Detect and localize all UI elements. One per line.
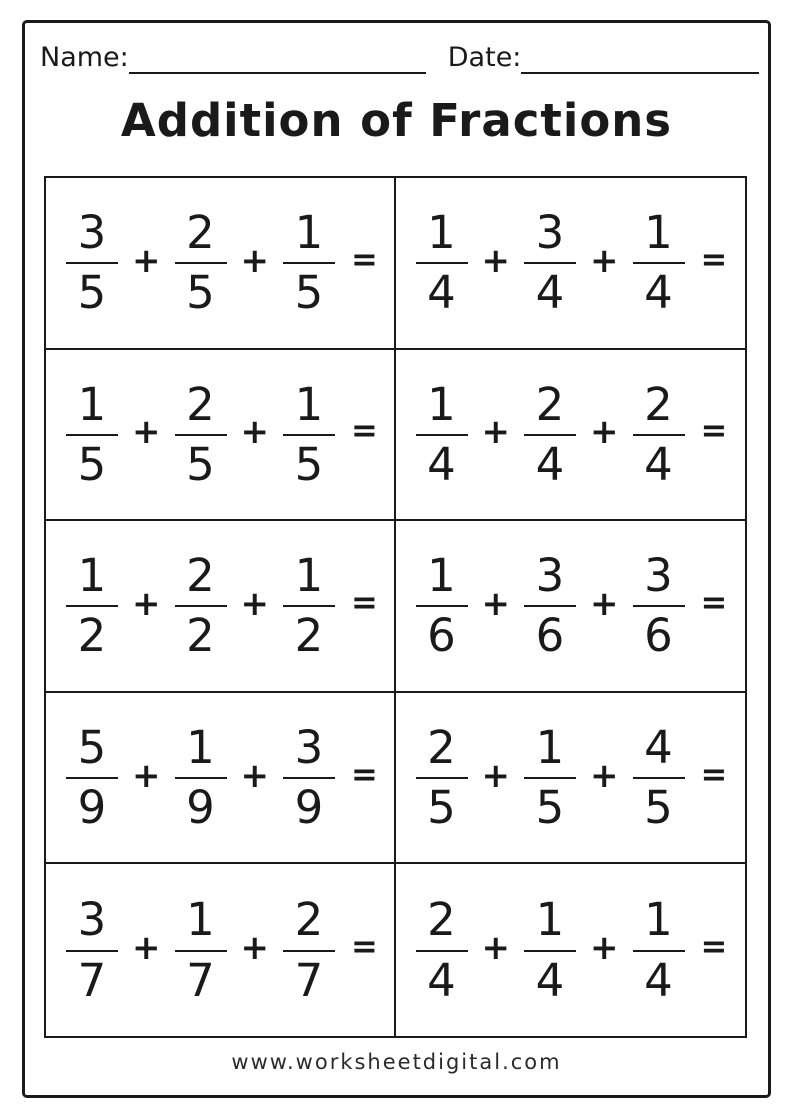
problem-cell	[46, 693, 396, 865]
fraction-expression	[63, 206, 378, 320]
fraction-numerator: 2	[427, 720, 456, 774]
fraction-numerator: 1	[535, 720, 565, 774]
fraction-denominator: 5	[644, 781, 673, 835]
fraction	[280, 720, 338, 835]
fraction-denominator: 5	[77, 437, 107, 491]
fraction-numerator: 1	[186, 893, 215, 947]
problem-cell	[46, 521, 396, 693]
fraction-denominator: 6	[644, 609, 673, 663]
fraction-denominator: 5	[294, 437, 324, 491]
fraction-numerator: 1	[427, 206, 456, 260]
problem-cell	[396, 693, 746, 865]
fraction-numerator: 3	[77, 893, 107, 947]
fraction-bar	[416, 262, 468, 264]
fraction-denominator: 5	[77, 266, 107, 320]
fraction-expression	[413, 549, 728, 663]
fraction-denominator: 2	[77, 609, 107, 663]
fraction-expression	[413, 377, 728, 491]
fraction-bar	[633, 262, 685, 264]
fraction	[630, 377, 688, 491]
fraction-bar	[175, 777, 227, 779]
fraction	[521, 377, 579, 491]
fraction-denominator: 5	[186, 266, 215, 320]
fraction	[172, 549, 230, 663]
plus-operator: +	[481, 412, 510, 453]
equals-sign: =	[700, 754, 728, 793]
fraction-denominator: 7	[294, 953, 324, 1007]
fraction-numerator: 1	[77, 549, 107, 603]
fraction-denominator: 2	[186, 609, 215, 663]
fraction-bar	[66, 605, 118, 607]
plus-operator: +	[132, 928, 161, 969]
fraction-numerator: 3	[644, 549, 673, 603]
fraction	[630, 206, 688, 320]
footer-url: www.worksheetdigital.com	[231, 1050, 562, 1074]
fraction-expression	[63, 720, 378, 835]
name-label: Name:	[40, 42, 129, 73]
fraction-bar	[283, 605, 335, 607]
fraction-numerator: 1	[535, 893, 565, 947]
plus-operator: +	[590, 583, 619, 624]
fraction	[413, 720, 471, 835]
plus-operator: +	[481, 928, 510, 969]
fraction	[413, 549, 471, 663]
plus-operator: +	[132, 583, 161, 624]
equals-sign: =	[351, 582, 378, 621]
fraction	[630, 549, 688, 663]
fraction	[172, 206, 230, 320]
fraction-numerator: 1	[427, 549, 456, 603]
fraction-denominator: 6	[427, 609, 456, 663]
fraction-denominator: 4	[535, 266, 565, 320]
fraction-numerator: 1	[427, 377, 456, 431]
date-write-line	[521, 44, 759, 74]
header-row	[40, 42, 759, 74]
fraction-denominator: 4	[644, 437, 673, 491]
fraction	[63, 549, 121, 663]
fraction-numerator: 1	[294, 377, 324, 431]
fraction	[280, 893, 338, 1007]
fraction	[521, 549, 579, 663]
problem-cell	[46, 350, 396, 522]
fraction-denominator: 4	[535, 953, 565, 1007]
fraction-denominator: 9	[186, 781, 215, 835]
problem-cell	[396, 521, 746, 693]
fraction-bar	[66, 262, 118, 264]
plus-operator: +	[132, 240, 161, 281]
fraction-bar	[283, 950, 335, 952]
fraction-expression	[413, 720, 728, 835]
fraction-expression	[63, 893, 378, 1007]
fraction	[280, 549, 338, 663]
fraction-bar	[524, 950, 576, 952]
equals-sign: =	[351, 754, 378, 793]
problem-cell	[46, 864, 396, 1036]
fraction-denominator: 6	[535, 609, 565, 663]
fraction-denominator: 4	[535, 437, 565, 491]
plus-operator: +	[590, 928, 619, 969]
fraction-numerator: 1	[294, 206, 324, 260]
fraction-bar	[524, 262, 576, 264]
fraction	[280, 206, 338, 320]
fraction-bar	[633, 434, 685, 436]
fraction-bar	[524, 777, 576, 779]
fraction	[630, 893, 688, 1007]
fraction	[172, 720, 230, 835]
fraction-bar	[416, 605, 468, 607]
problem-cell	[396, 178, 746, 350]
fraction-bar	[524, 434, 576, 436]
fraction-denominator: 7	[77, 953, 107, 1007]
fraction	[413, 377, 471, 491]
fraction-denominator: 5	[535, 781, 565, 835]
fraction-bar	[524, 605, 576, 607]
fraction-numerator: 5	[77, 720, 107, 774]
fraction	[630, 720, 688, 835]
fraction-expression	[63, 377, 378, 491]
plus-operator: +	[240, 583, 269, 624]
fraction-denominator: 2	[294, 609, 324, 663]
fraction-bar	[283, 262, 335, 264]
fraction	[521, 720, 579, 835]
problem-cell	[396, 864, 746, 1036]
fraction-bar	[175, 434, 227, 436]
fraction	[280, 377, 338, 491]
fraction-numerator: 2	[294, 893, 324, 947]
fraction	[413, 893, 471, 1007]
fraction-bar	[283, 434, 335, 436]
fraction-bar	[175, 950, 227, 952]
fraction-denominator: 4	[427, 953, 456, 1007]
fraction-denominator: 5	[427, 781, 456, 835]
plus-operator: +	[240, 240, 269, 281]
fraction-numerator: 2	[535, 377, 565, 431]
equals-sign: =	[700, 411, 728, 450]
fraction-bar	[416, 950, 468, 952]
fraction-numerator: 3	[535, 549, 565, 603]
fraction-denominator: 5	[294, 266, 324, 320]
fraction	[172, 893, 230, 1007]
plus-operator: +	[240, 412, 269, 453]
plus-operator: +	[590, 755, 619, 796]
page-title: Addition of Fractions	[120, 94, 673, 147]
fraction-numerator: 2	[644, 377, 673, 431]
fraction	[172, 377, 230, 491]
fraction-denominator: 4	[427, 266, 456, 320]
plus-operator: +	[132, 755, 161, 796]
fraction-expression	[413, 893, 728, 1007]
problem-cell	[396, 350, 746, 522]
fraction-numerator: 3	[294, 720, 324, 774]
date-label: Date:	[447, 42, 522, 73]
fraction-bar	[633, 950, 685, 952]
fraction-bar	[66, 777, 118, 779]
plus-operator: +	[590, 412, 619, 453]
plus-operator: +	[240, 755, 269, 796]
fraction-denominator: 9	[77, 781, 107, 835]
fraction-denominator: 4	[644, 266, 673, 320]
fraction-numerator: 2	[186, 206, 215, 260]
equals-sign: =	[351, 239, 378, 278]
fraction-denominator: 4	[644, 953, 673, 1007]
fraction-expression	[413, 206, 728, 320]
fraction-bar	[175, 605, 227, 607]
fraction-bar	[633, 777, 685, 779]
fraction-numerator: 1	[77, 377, 107, 431]
fraction-denominator: 7	[186, 953, 215, 1007]
equals-sign: =	[700, 582, 728, 621]
fraction-denominator: 9	[294, 781, 324, 835]
plus-operator: +	[590, 240, 619, 281]
fraction	[521, 893, 579, 1007]
fraction	[413, 206, 471, 320]
plus-operator: +	[481, 755, 510, 796]
fraction-numerator: 3	[77, 206, 107, 260]
fraction-bar	[66, 434, 118, 436]
plus-operator: +	[240, 928, 269, 969]
equals-sign: =	[700, 239, 728, 278]
fraction	[63, 720, 121, 835]
fraction-denominator: 4	[427, 437, 456, 491]
fraction-bar	[416, 777, 468, 779]
fraction-numerator: 1	[644, 893, 673, 947]
fraction-bar	[416, 434, 468, 436]
fraction-bar	[633, 605, 685, 607]
equals-sign: =	[351, 927, 378, 966]
plus-operator: +	[481, 583, 510, 624]
equals-sign: =	[700, 927, 728, 966]
fraction-numerator: 2	[186, 549, 215, 603]
fraction-numerator: 2	[186, 377, 215, 431]
problem-cell	[46, 178, 396, 350]
fraction-numerator: 3	[535, 206, 565, 260]
fraction-numerator: 1	[294, 549, 324, 603]
fraction-numerator: 2	[427, 893, 456, 947]
fraction-denominator: 5	[186, 437, 215, 491]
fraction-numerator: 1	[644, 206, 673, 260]
fraction-numerator: 1	[186, 720, 215, 774]
plus-operator: +	[481, 240, 510, 281]
fraction	[63, 377, 121, 491]
name-write-line	[129, 44, 426, 74]
fraction-bar	[283, 777, 335, 779]
fraction	[63, 206, 121, 320]
plus-operator: +	[132, 412, 161, 453]
fraction-bar	[175, 262, 227, 264]
equals-sign: =	[351, 411, 378, 450]
problems-grid	[44, 176, 747, 1038]
fraction	[521, 206, 579, 320]
fraction-bar	[66, 950, 118, 952]
fraction-expression	[63, 549, 378, 663]
fraction-numerator: 4	[644, 720, 673, 774]
fraction	[63, 893, 121, 1007]
